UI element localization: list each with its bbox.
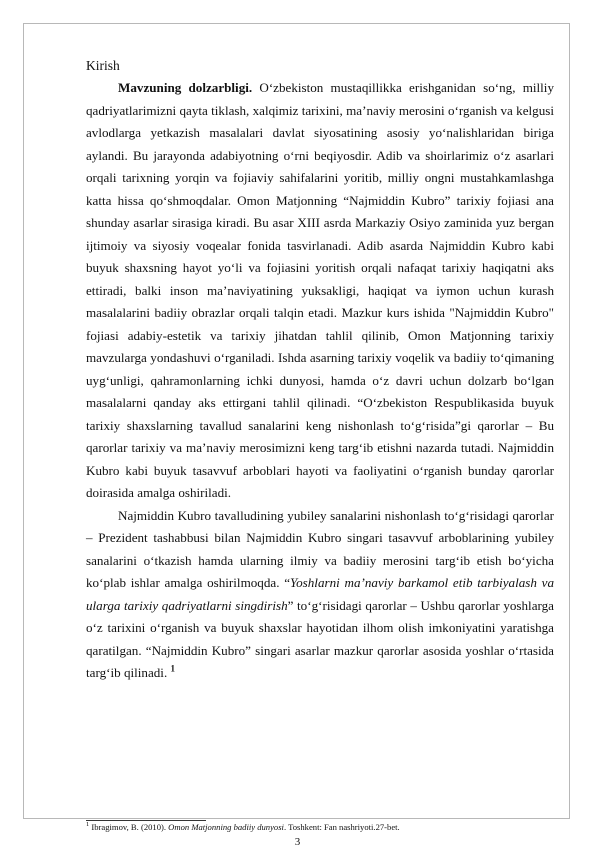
- paragraph-jubilee: [86, 505, 554, 685]
- page-number: 3: [294, 836, 301, 848]
- footnote-title: Omon Matjonning badiiy dunyosi: [168, 822, 284, 832]
- page-body: [86, 55, 554, 685]
- footnote-rest: . Toshkent: Fan nashriyoti.27-bet.: [283, 822, 400, 832]
- footnote-mark: 1: [86, 821, 90, 829]
- paragraph-relevance: [86, 77, 554, 505]
- relevance-lead: Mavzuning dolzarbligi.: [118, 80, 253, 95]
- jubilee-italic-title: Yoshlarni ma’naviy barkamol etib tarbiyalash va ularga tarixiy qadriyatlarni singdirish: [86, 575, 554, 613]
- section-heading: Kirish: [86, 58, 120, 73]
- footnote-divider: [86, 820, 206, 821]
- footnote-author: Ibragimov, B. (2010).: [89, 822, 169, 832]
- footnote: [86, 822, 554, 832]
- relevance-text: O‘zbekiston mustaqillikka erishganidan so‘ng, milliy qadriyatlarimizni qayta tiklash, xalqimiz tarixini, ma’naviy merosini o‘rganish va kelgusi avlodlarga yetkazish masalalari davlat siyosatining asosiy yo‘nalishlaridan biriga aylandi. Bu jarayonda adabiyotning o‘rni beqiyosdir. Adib va shoirlarimiz o‘z asarlari orqali tarixning yorqin va fojiaviy sahifalarini yoritib, milliy ongni mustahkamlashga katta hissa qo‘shmoqdalar. Omon Matjonning “Najmiddin Kubro” tarixiy fojiasi ana shunday asarlar sirasiga kiradi. Bu asar XIII asrda Markaziy Osiyo zaminida yuz bergan ijtimoiy va siyosiy voqealar fonida tasvirlanadi. Adib asarda Najmiddin Kubro kabi buyuk shaxsning hayot yo‘li va fojiasini yoritish orqali nafaqat tarixiy haqiqatni aks ettiradi, balki inson ma’naviyatining yuksakligi, haqiqat va iymon uchun kurash masalalarini badiiy obrazlar orqali talqin etadi. Mazkur kurs ishida "Najmiddin Kubro" fojiasi adabiy-estetik va tarixiy jihatdan tahlil qilinib, Omon Matjonning tarixiy mavzularga yondashuvi o‘rganiladi. Ishda asarning tarixiy voqelik va badiiy to‘qimaning uyg‘unligi, qahramonlarning ichki dunyosi, hamda o‘z davri uchun dolzarb bo‘lgan masalalarni qanday aks ettirgani tahlil qilinadi. “O‘zbekiston Respublikasida buyuk tarixiy shaxslarning tavallud sanalarini keng nishonlash to‘g‘risida”gi qarorlar – Bu qarorlar tarixiy va ma’naviy merosimizni keng targ‘ib etishni nazarda tutadi. Najmiddin Kubro kabi buyuk tasavvuf arboblari hayoti va faoliyatini o‘rganish bunday qarorlar doirasida amalga oshiriladi.: [86, 80, 554, 500]
- jubilee-text-after: ” to‘g‘risidagi qarorlar – Ushbu qarorlar yoshlarga o‘z tarixini o‘rganish va buyuk shaxslar hayotidan ilhom olish imkoniyatini yaratishga qaratilgan. “Najmiddin Kubro” singari asarlar mazkur qarorlar asosida yoshlar o‘rtasida targ‘ib qilinadi.: [86, 597, 554, 680]
- footnote-reference: 1: [170, 663, 175, 674]
- jubilee-text-before: Najmiddin Kubro tavalludining yubiley sanalarini nishonlash to‘g‘risidagi qarorlar – Prezident tashabbusi bilan Najmiddin Kubro singari tasavvuf arboblarining yubiley sanalarini o‘tkazish hamda ularning ilmiy va badiiy merosini targ‘ib etish bo‘yicha ko‘plab ishlar amalga oshirilmoqda. “: [86, 507, 554, 590]
